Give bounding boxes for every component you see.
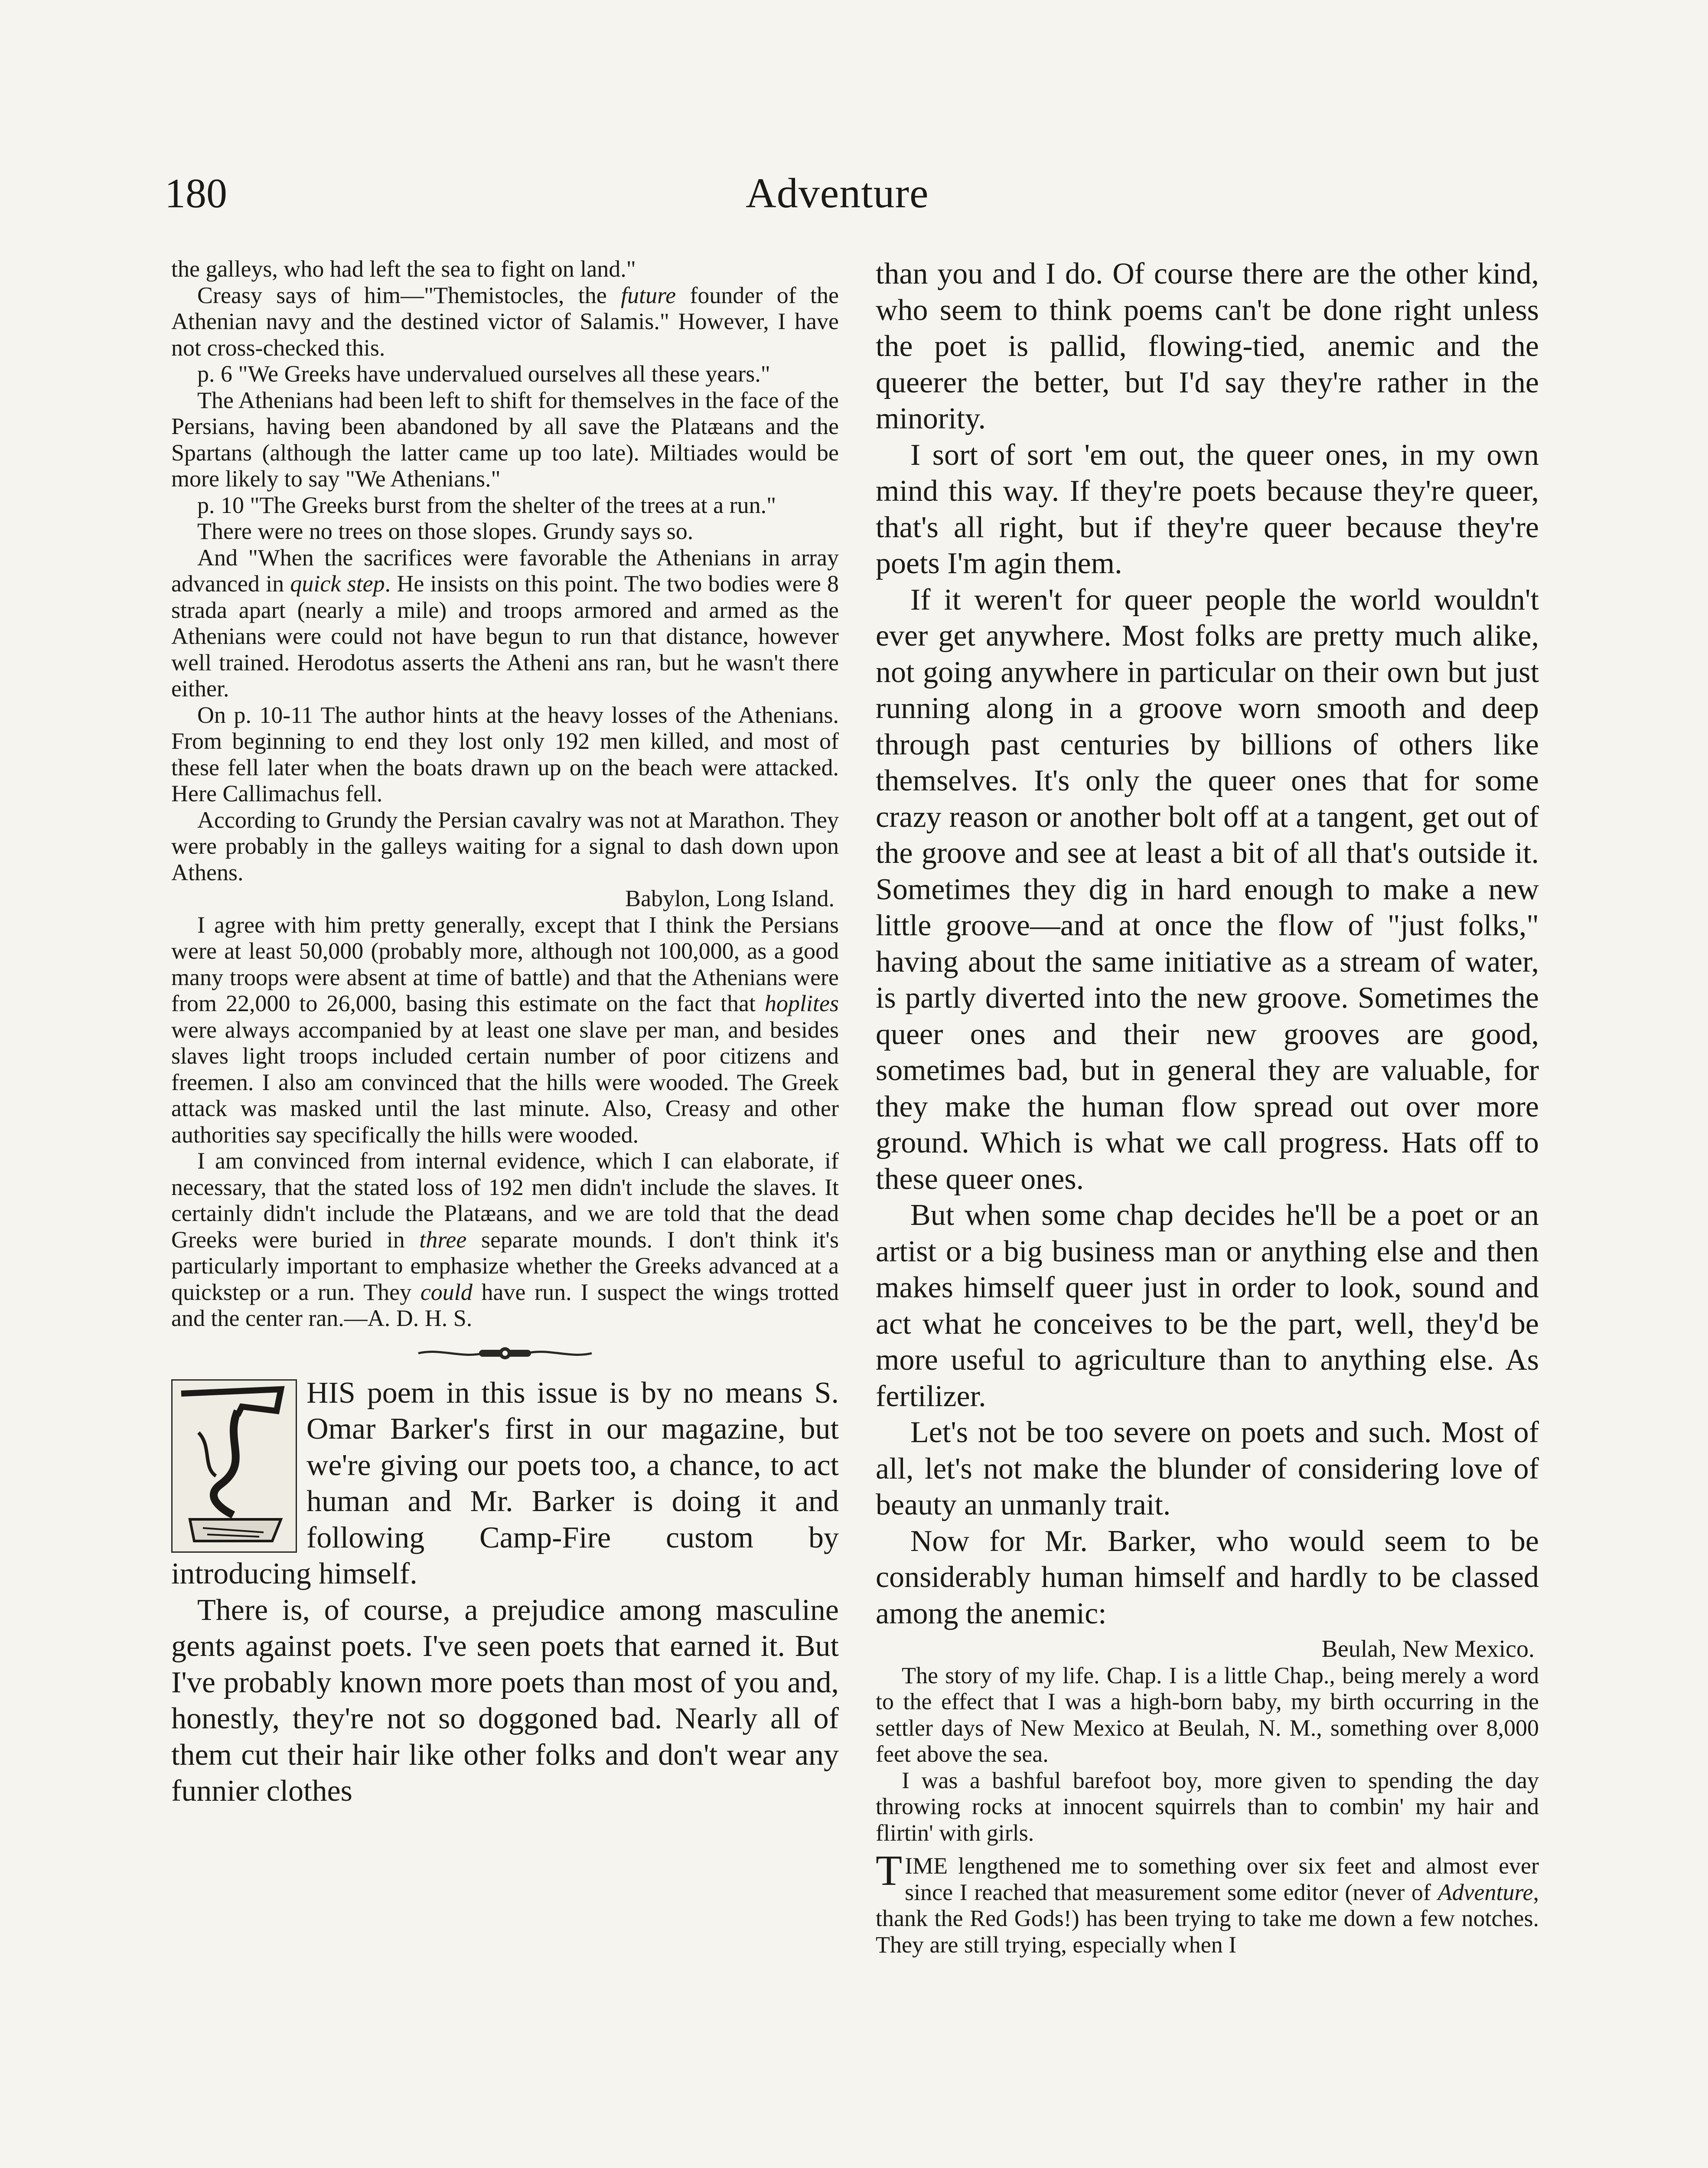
letter-place: Babylon, Long Island.: [625, 885, 834, 911]
paragraph: p. 6 "We Greeks have undervalued ourselves all these years.": [197, 361, 770, 387]
right-column: [876, 256, 1539, 1958]
paragraph: The story of my life. Chap. I is a little Chap., being merely a word to the effect that I was a high-born baby, my birth occurring in the settler days of New Mexico at Beulah, N. M., something over 8,000 feet above the sea.: [876, 1662, 1539, 1767]
paragraph: I am convinced from internal evidence, which I can elaborate, if necessary, that the stated loss of 192 men didn't include the slaves. It certainly didn't include the Platæans, and we are told that the dead Greeks were buried in three separate mounds. I don't think it's particularly important to emphasize whether the Greeks advanced at a quickstep or a run. They could have run. I suspect the wings trotted and the center ran.—A. D. H. S.: [171, 1148, 839, 1331]
paragraph: If it weren't for queer people the world wouldn't ever get anywhere. Most folks are pretty much alike, not going anywhere in particular on their own but just running along in a groove worn smooth and deep through past centuries by billions of others like themselves. It's only the queer ones that for some crazy reason or another bolt off at a tangent, get out of the groove and see at least a bit of all that's outside it. Sometimes they dig in hard enough to make a new little groove—and at once the flow of "just folks," having about the same initiative as a stream of water, is partly diverted into the new groove. Sometimes the queer ones and their new grooves are good, sometimes bad, but in general they are valuable, for they make the human flow spread out over more ground. Which is what we call progress. Hats off to these queer ones.: [876, 583, 1539, 1196]
paragraph: p. 10 "The Greeks burst from the shelter of the trees at a run.": [197, 492, 776, 518]
illustrated-initial-t-icon: [171, 1379, 297, 1553]
paragraph: I sort of sort 'em out, the queer ones, in my own mind this way. If they're poets because they're queer, that's all right, but if they're queer because they're poets I'm agin them.: [876, 438, 1539, 580]
page-number: 180: [165, 170, 227, 216]
paragraph: TIME lengthened me to something over six feet and almost ever since I reached that measurement some editor (never of Adventure, thank the Red Gods!) has been trying to take me down a few notches. They are still trying, especially when I: [876, 1846, 1539, 1958]
paragraph: The Athenians had been left to shift for themselves in the face of the Persians, having been abandoned by all save the Platæans and the Spartans (although the latter came up too late). Miltiades would be more likely to say "We Athenians.": [171, 387, 839, 492]
paragraph: There is, of course, a prejudice among masculine gents against poets. I've seen poets that earned it. But I've probably known more poets than most of you and, honestly, they're not so doggoned bad. Nearly all of them cut their hair like other folks and don't wear any funnier clothes: [171, 1593, 839, 1808]
decorative-rule-ornament-icon: [171, 1336, 839, 1371]
paragraph: And "When the sacrifices were favorable the Athenians in array advanced in quick step. He insists on this point. The two bodies were 8 strada apart (nearly a mile) and troops armored and armed as the Athenians were could not have begun to run that distance, however well trained. Herodotus asserts the Atheni ans ran, but he wasn't there either.: [171, 544, 839, 702]
paragraph: There were no trees on those slopes. Grundy says so.: [197, 518, 694, 544]
paragraph: HIS poem in this issue is by no means S. Omar Barker's first in our magazine, but we're giving our poets too, a chance, to act human and Mr. Barker is doing it and following Camp-Fire custom by introducing himself.: [171, 1376, 839, 1590]
paragraph: the galleys, who had left the sea to fight on land.": [171, 256, 636, 282]
paragraph: I was a bashful barefoot boy, more given to spending the day throwing rocks at innocent squirrels than to combin' my hair and flirtin' with girls.: [876, 1767, 1539, 1846]
paragraph: Let's not be too severe on poets and such. Most of all, let's not make the blunder of considering love of beauty an unmanly trait.: [876, 1416, 1539, 1522]
left-column: [171, 256, 839, 1809]
page-header: [165, 169, 1552, 230]
paragraph: Now for Mr. Barker, who would seem to be considerably human himself and hardly to be classed among the anemic:: [876, 1524, 1539, 1630]
letter-section: [876, 1636, 1539, 1958]
introduction-section: [171, 1375, 839, 1809]
paragraph: On p. 10-11 The author hints at the heavy losses of the Athenians. From beginning to end they lost only 192 men killed, and most of these fell later when the boats drawn up on the beach were attacked. Here Callimachus fell.: [171, 702, 839, 806]
paragraph: But when some chap decides he'll be a poet or an artist or a big business man or anything else and then makes himself queer just in order to look, sound and act what he conceives to be the part, well, they'd be more useful to agriculture than to anything else. As fertilizer.: [876, 1198, 1539, 1413]
letter-place: Beulah, New Mexico.: [1321, 1636, 1535, 1662]
paragraph: Creasy says of him—"Themistocles, the future founder of the Athenian navy and the destined victor of Salamis." However, I have not cross-checked this.: [171, 282, 839, 361]
initial-letter: T: [876, 1846, 903, 1894]
paragraph: than you and I do. Of course there are the other kind, who seem to think poems can't be done right unless the poet is pallid, flowing-tied, anemic and the queerer the better, but I'd say they're rather in the minority.: [876, 257, 1539, 435]
magazine-title: Adventure: [746, 170, 929, 217]
paragraph: According to Grundy the Persian cavalry was not at Marathon. They were probably in the galleys waiting for a signal to dash down upon Athens.: [171, 806, 839, 885]
paragraph: I agree with him pretty generally, except that I think the Persians were at least 50,000 (probably more, although not 100,000, as a good many troops were absent at time of battle) and that the Athenians were from 22,000 to 26,000, basing this estimate on the fact that hoplites were always accompanied by at least one slave per man, and besides slaves light troops included certain number of poor citizens and freemen. I also am convinced that the hills were wooded. The Greek attack was masked until the last minute. Also, Creasy and other authorities say specifically the hills were wooded.: [171, 911, 839, 1148]
